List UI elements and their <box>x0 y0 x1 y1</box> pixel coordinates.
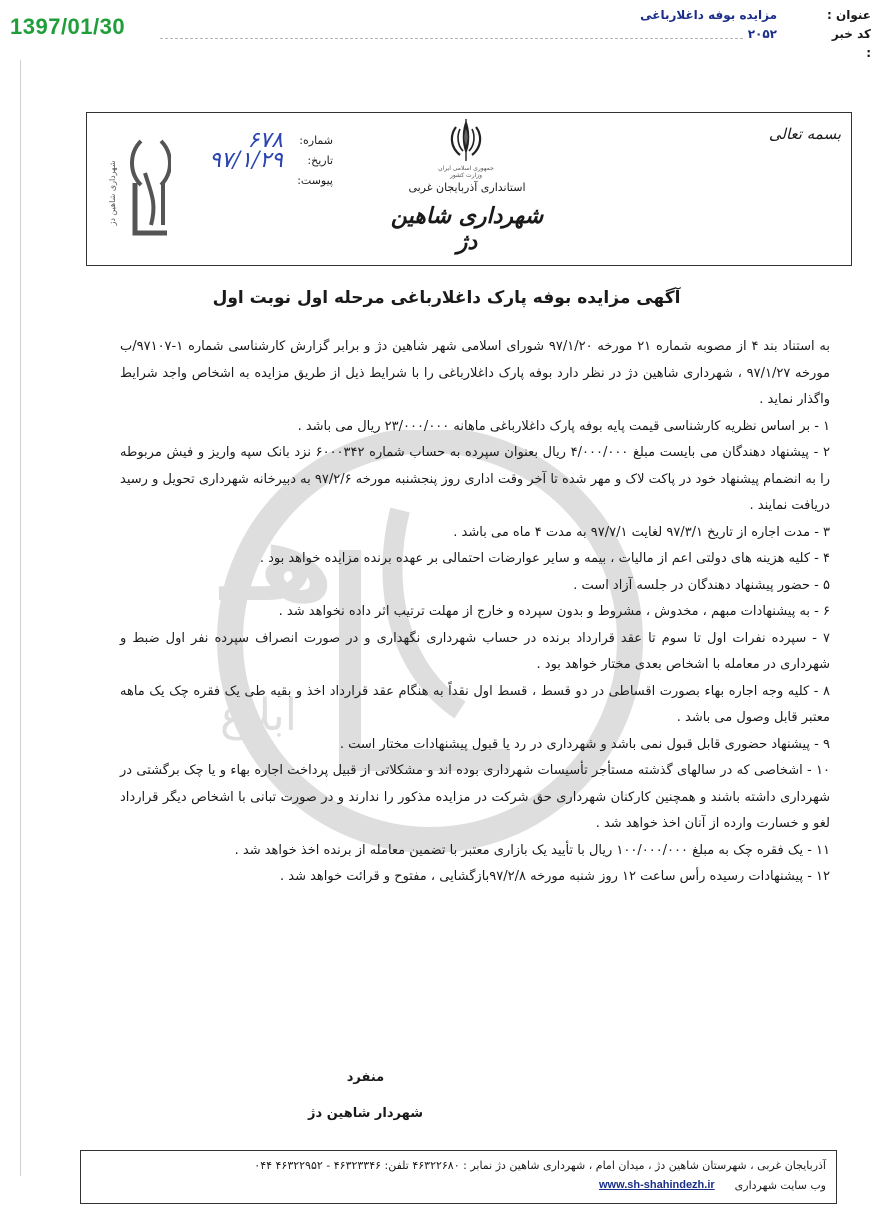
condition-2: ۲ - پیشنهاد دهندگان می بایست مبلغ ۴/۰۰۰/۰۰۰ ریال بعنوان سپرده به حساب شماره ۶۰۰۰۳۴۲ نزد بانک سپه واریز و فیش مربوطه را به انضمام پیشنهاد خود در پاکت لاک و مهر شده تا آخر وقت اداری روز پنجشنبه مورخه ۹۷/۲/۶ به دبیرخانه شهرداری تحویل و رسید دریافت نمایند . <box>120 445 830 513</box>
condition-3: ۳ - مدت اجاره از تاریخ ۹۷/۳/۱ لغایت ۹۷/۷/۱ به مدت ۴ ماه می باشد . <box>453 524 830 540</box>
news-meta <box>640 6 871 63</box>
date-stamp: 1397/01/30 <box>10 14 126 39</box>
signature-block <box>308 1060 423 1132</box>
bismillah-heading: بسمه تعالی <box>768 125 841 143</box>
attachment-label: پیوست: <box>297 174 333 187</box>
code-value: ۲۰۵۲ <box>747 27 777 41</box>
date-label: تاریخ: <box>307 154 333 167</box>
emblem-caption: جمهوری اسلامی ایران وزارت کشور <box>438 165 494 179</box>
letter-footer <box>80 1150 837 1204</box>
svg-text:هـ: هـ <box>220 498 334 626</box>
letterhead <box>86 112 852 266</box>
condition-11: ۱۱ - یک فقره چک به مبلغ ۱۰۰/۰۰۰/۰۰۰ ریال با تأیید یک بازاری معتبر با تضمین معامله از برنده اخذ خواهد شد . <box>234 842 830 858</box>
condition-9: ۹ - پیشنهاد حضوری قابل قبول نمی باشد و شهرداری در رد یا قبول پیشنهادات مختار است . <box>339 736 830 752</box>
condition-5: ۵ - حضور پیشنهاد دهندگان در جلسه آزاد است . <box>573 577 830 593</box>
svg-text:شهرداری شاهین دژ: شهرداری شاهین دژ <box>108 160 117 226</box>
title-value: مزایده بوفه داغلارباغی <box>640 8 777 22</box>
intro-paragraph: به استناد بند ۴ از مصوبه شماره ۲۱ مورخه ۹۷/۱/۲۰ شورای اسلامی شهر شاهین دژ و برابر گزارش کارشناسی شماره ۱-۹۷۱۰۷/ب مورخه ۹۷/۱/۲۷ ، شهرداری شاهین دژ در نظر دارد بوفه پارک داغلارباغی را با شرایط ذیل از طریق مزایده به اشخاص واجد شرایط واگذار نماید . <box>120 339 831 407</box>
condition-12: ۱۲ - پیشنهادات رسیده رأس ساعت ۱۲ روز شنبه مورخه ۹۷/۲/۸بازگشایی ، مفتوح و قرائت خواهد شد . <box>279 869 830 884</box>
condition-10: ۱۰ - اشخاصی که در سالهای گذشته مستأجر تأسیسات شهرداری بوده اند و مشکلاتی از قبیل پرداخت اجاره بهاء و یا چک برگشتی در شهرداری داشته باشند و همچنین کارکنان شهرداری حق شرکت در مزایده مذکور را ندارند و در صورت تبانی با اشخاص دیگر قرارداد لغو و خسارت وارده از آنان اخذ خواهد شد . <box>120 763 830 831</box>
notice-body <box>120 334 830 891</box>
condition-4: ۴ - کلیه هزینه های دولتی اعم از مالیات ، بیمه و سایر عوارضات احتمالی بر عهده برنده مزایده خواهد بود . <box>259 551 830 566</box>
municipality-name: شهرداری شاهین دژ <box>390 203 544 255</box>
province-name: استانداری آذربایجان غربی <box>408 181 526 194</box>
number-label: شماره: <box>299 134 333 147</box>
title-label: عنوان : <box>827 8 871 22</box>
scan-edge-line <box>20 60 21 1176</box>
website-label: وب سایت شهرداری <box>734 1179 826 1192</box>
signer-name: منفرد <box>346 1070 385 1085</box>
iran-emblem-icon <box>442 117 490 167</box>
condition-6: ۶ - به پیشنهادات مبهم ، مخدوش ، مشروط و بدون سپرده و خارج از مهلت ترتیب اثر داده نخواهد شد . <box>278 604 830 619</box>
condition-7: ۷ - سپرده نفرات اول تا سوم تا عقد قرارداد برنده در حساب شهرداری نگهداری و در صورت انصراف سپرده نفر اول ضبط و شهرداری در معامله با اشخاص بعدی مختار خواهد بود . <box>120 630 830 672</box>
letter-reference <box>203 128 333 191</box>
footer-address: آذربایجان غربی ، شهرستان شاهین دژ ، میدان امام ، شهرداری شاهین دژ نمابر : ۴۶۳۲۲۶۸۰ تلفن: ۴۶۳۲۳۳۴۶ - ۴۶۳۲۲۹۵۲ ۰۴۴ <box>254 1159 826 1172</box>
condition-1: ۱ - بر اساس نظریه کارشناسی قیمت پایه بوفه پارک داغلارباغی ماهانه ۲۳/۰۰۰/۰۰۰ ریال می باشد . <box>297 418 830 434</box>
signer-role: شهردار شاهین دژ <box>308 1106 423 1121</box>
notice-title: آگهی مزایده بوفه پارک داغلارباغی مرحله اول نوبت اول <box>212 288 681 308</box>
condition-8: ۸ - کلیه وجه اجاره بهاء بصورت اقساطی در دو قسط ، قسط اول نقداً به هنگام عقد قرارداد اخذ و بقیه طی یک فقره چک یک ماهه معتبر قابل وصول می باشد . <box>120 683 830 725</box>
meta-divider <box>160 38 743 39</box>
municipality-logo-icon <box>101 133 171 245</box>
svg-text:ابلاغ: ابلاغ <box>220 690 297 741</box>
code-label: کد خبر : <box>831 27 871 60</box>
number-value: ۶۷۸ <box>247 128 283 153</box>
date-value: ۹۷/۱/۲۹ <box>209 148 283 173</box>
website-link[interactable]: www.sh-shahindezh.ir <box>598 1179 715 1191</box>
